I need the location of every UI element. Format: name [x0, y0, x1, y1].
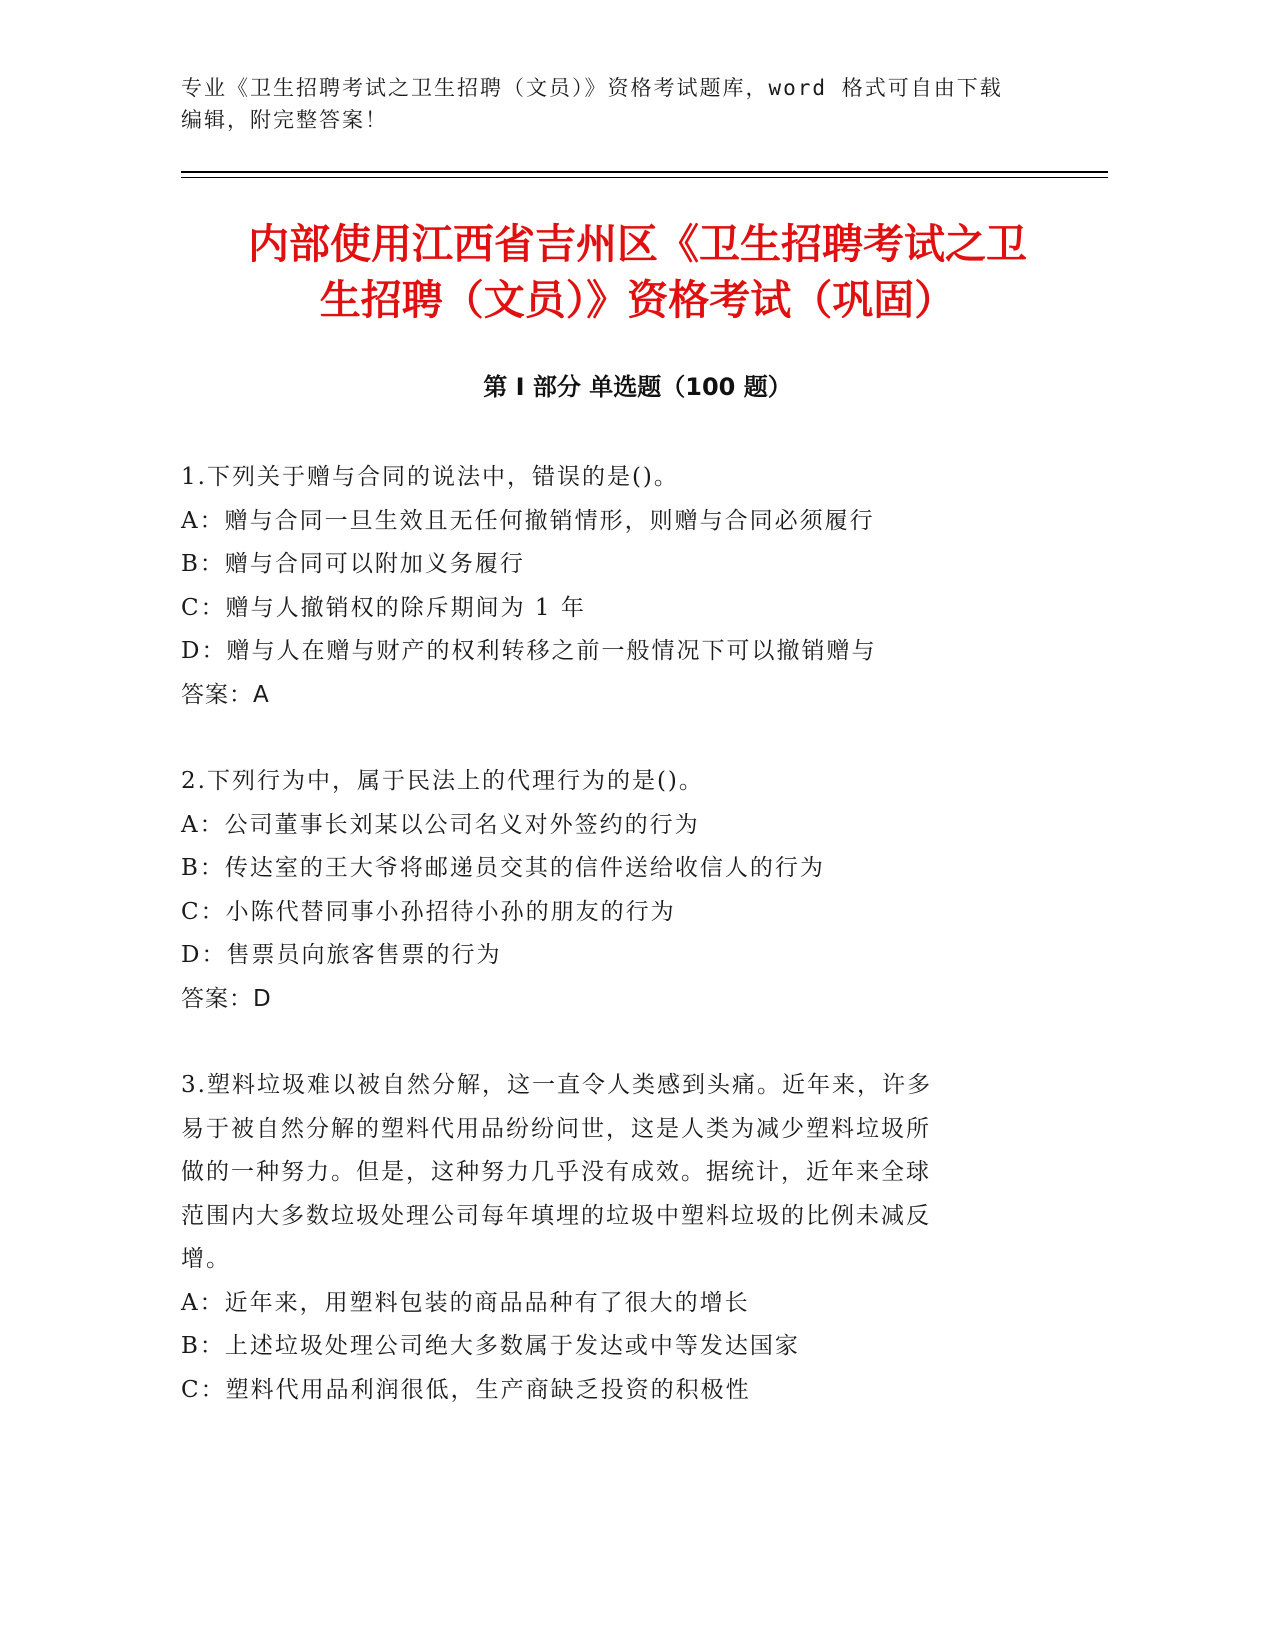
option-d: D：赠与人在赠与财产的权利转移之前一般情况下可以撤销赠与 [181, 638, 877, 664]
option-a: A：近年来，用塑料包装的商品品种有了很大的增长 [181, 1289, 750, 1316]
question-3 [181, 1064, 1081, 1412]
question-2 [181, 760, 1081, 1021]
document-title-line-1: 内部使用江西省吉州区《卫生招聘考试之卫 [248, 220, 1027, 268]
question-stem: 3.塑料垃圾难以被自然分解，这一直令人类感到头痛。近年来，许多 易于被自然分解的塑料代用品纷纷问世，这是人类为减少塑料垃圾所 做的一种努力。但是，这种努力几乎没有成效。据统计，近年来全球 范围内大多数垃圾处理公司每年填埋的垃圾中塑料垃圾的比例未减反 增。 [181, 1072, 932, 1272]
option-b: B：赠与合同可以附加义务履行 [181, 551, 525, 577]
document-title [150, 216, 1125, 328]
answer-label: 答案：D [181, 985, 272, 1012]
section-heading: 第 I 部分 单选题（100 题） [483, 373, 792, 401]
option-c: C：小陈代替同事小孙招待小孙的朋友的行为 [181, 898, 676, 925]
header-note-line-2: 编辑，附完整答案！ [181, 108, 388, 132]
header-note-line-1: 专业《卫生招聘考试之卫生招聘（文员）》资格考试题库，word 格式可自由下载 [181, 76, 1003, 100]
question-stem: 1.下列关于赠与合同的说法中，错误的是()。 [181, 464, 679, 490]
question-stem: 2.下列行为中，属于民法上的代理行为的是()。 [181, 768, 704, 794]
option-b: B：上述垃圾处理公司绝大多数属于发达或中等发达国家 [181, 1333, 800, 1359]
option-d: D：售票员向旅客售票的行为 [181, 942, 502, 968]
option-b: B：传达室的王大爷将邮递员交其的信件送给收信人的行为 [181, 855, 825, 881]
header-note [181, 72, 1061, 136]
option-c: C：赠与人撤销权的除斥期间为 1 年 [181, 594, 586, 621]
question-list [181, 456, 1081, 1455]
document-title-line-2: 生招聘（文员）》资格考试（巩固） [319, 276, 956, 324]
header-divider-thick [181, 171, 1108, 173]
question-1 [181, 456, 1081, 717]
header-divider-thin [181, 177, 1108, 178]
option-a: A：赠与合同一旦生效且无任何撤销情形，则赠与合同必须履行 [181, 507, 875, 534]
option-c: C：塑料代用品利润很低，生产商缺乏投资的积极性 [181, 1376, 751, 1403]
option-a: A：公司董事长刘某以公司名义对外签约的行为 [181, 811, 700, 838]
answer-label: 答案：A [181, 681, 270, 708]
